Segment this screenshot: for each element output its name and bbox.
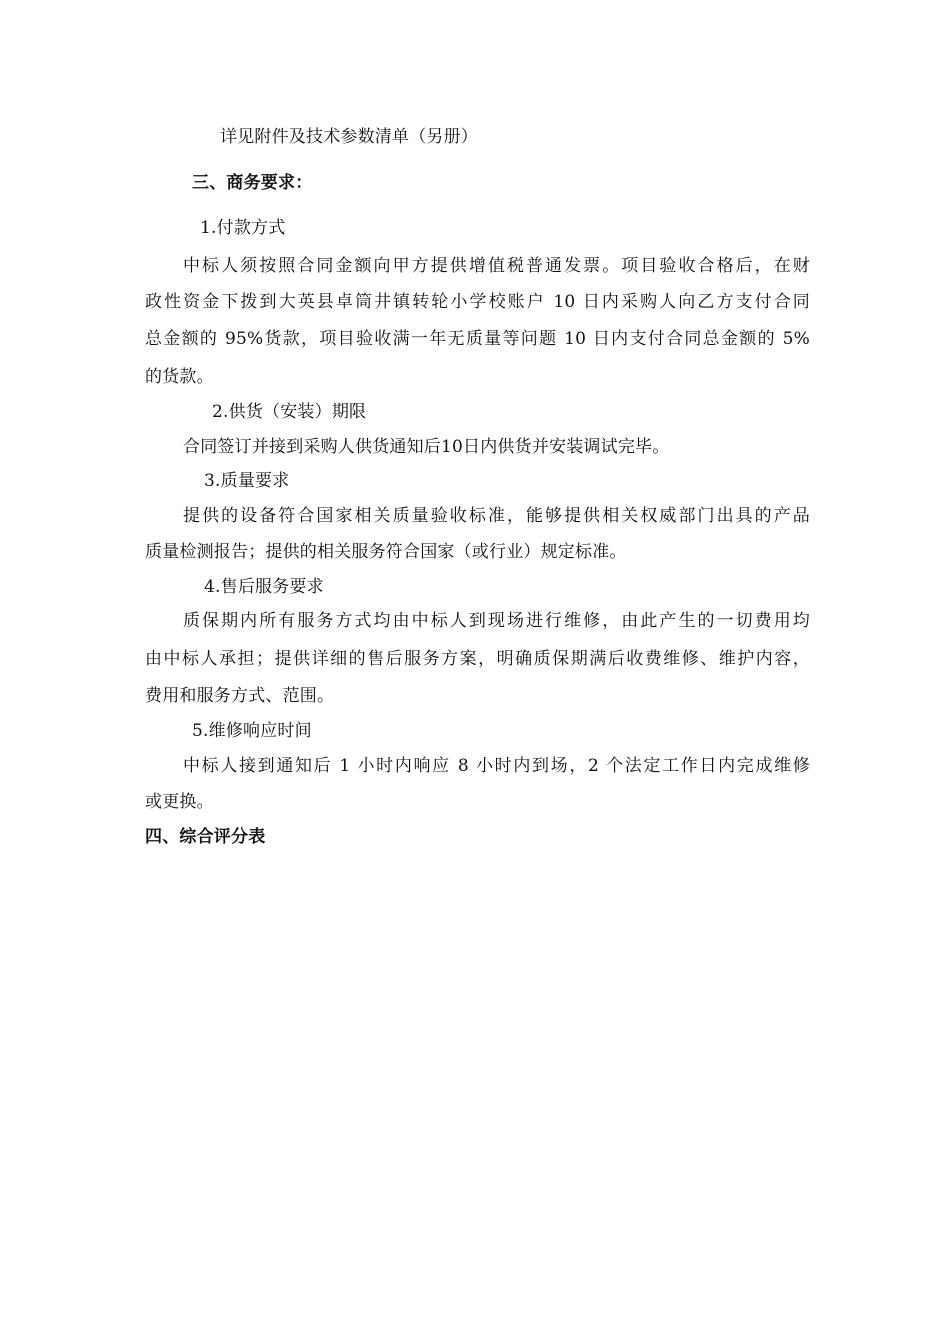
repair-line-1: 中标人接到通知后 1 小时内响应 8 小时内到场，2 个法定工作日内完成维修 — [183, 756, 810, 776]
after-sales-line-3: 费用和服务方式、范围。 — [145, 686, 335, 706]
item-title-quality: 3.质量要求 — [204, 471, 290, 491]
payment-line-1: 中标人须按照合同金额向甲方提供增值税普通发票。项目验收合格后，在财 — [183, 256, 810, 276]
section-heading-commercial: 三、商务要求： — [192, 173, 313, 193]
item-title-repair-response: 5.维修响应时间 — [192, 721, 312, 741]
item-title-payment: 1.付款方式 — [200, 218, 286, 238]
repair-line-2: 或更换。 — [145, 792, 214, 812]
quality-line-2: 质量检测报告；提供的相关服务符合国家（或行业）规定标准。 — [145, 542, 627, 562]
quality-line-1: 提供的设备符合国家相关质量验收标准，能够提供相关权威部门出具的产品 — [183, 506, 810, 526]
payment-line-4: 的货款。 — [145, 367, 214, 387]
after-sales-line-2: 由中标人承担；提供详细的售后服务方案，明确质保期满后收费维修、维护内容， — [145, 649, 810, 669]
item-title-after-sales: 4.售后服务要求 — [204, 577, 324, 597]
detail-note: 详见附件及技术参数清单（另册） — [220, 127, 478, 147]
delivery-line-1: 合同签订并接到采购人供货通知后10日内供货并安装调试完毕。 — [183, 437, 670, 457]
after-sales-line-1: 质保期内所有服务方式均由中标人到现场进行维修，由此产生的一切费用均 — [183, 611, 810, 631]
payment-line-2: 政性资金下拨到大英县卓筒井镇转轮小学校账户 10 日内采购人向乙方支付合同 — [145, 292, 810, 312]
section-heading-scoring: 四、综合评分表 — [145, 827, 266, 847]
item-title-delivery: 2.供货（安装）期限 — [212, 402, 367, 422]
payment-line-3: 总金额的 95%货款，项目验收满一年无质量等问题 10 日内支付合同总金额的 5% — [145, 329, 810, 349]
